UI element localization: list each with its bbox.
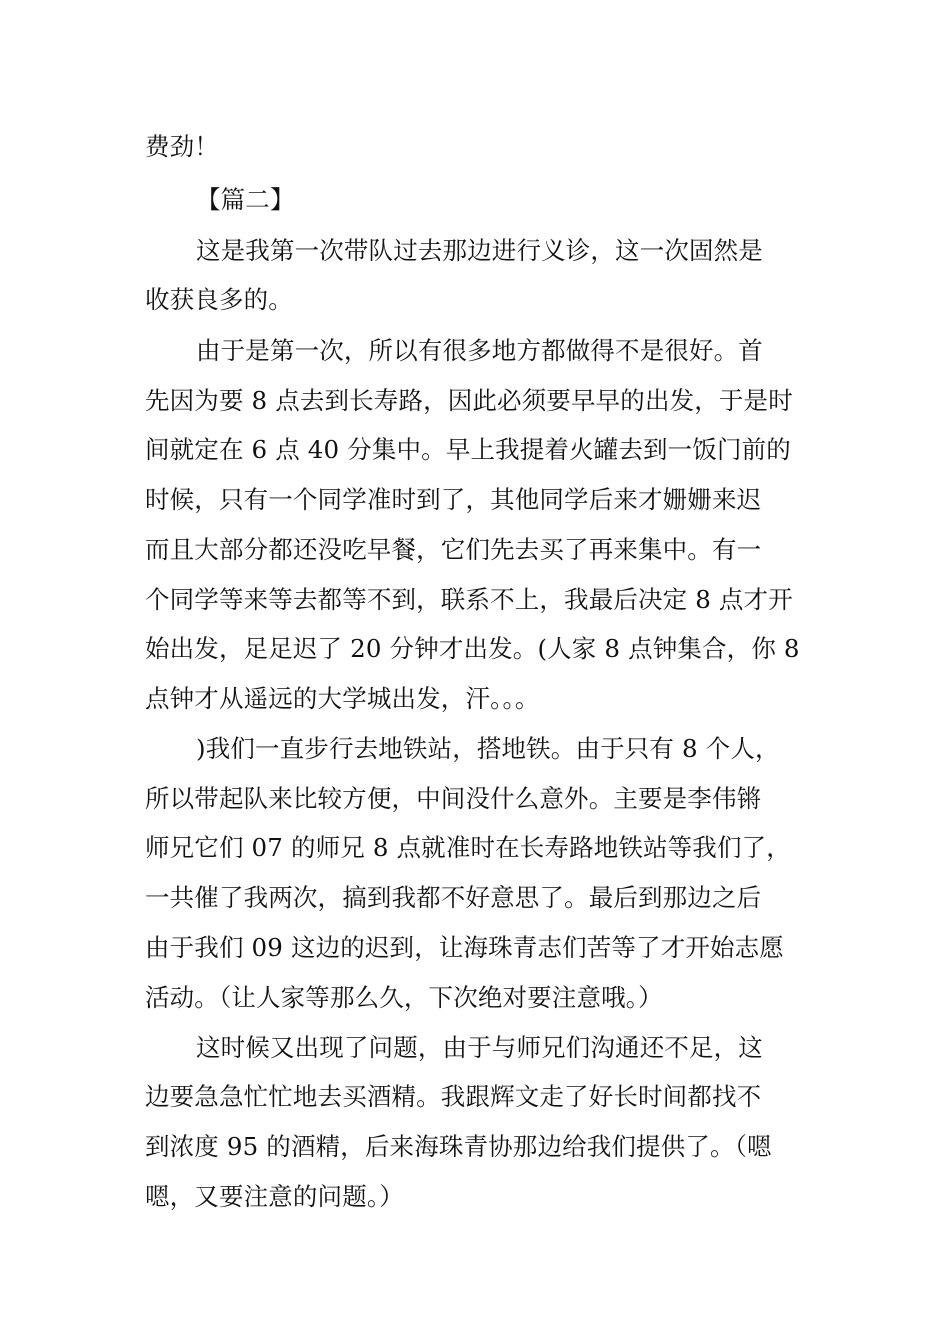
text-line: 由于我们 09 这边的迟到，让海珠青志们苦等了才开始志愿	[145, 933, 784, 962]
text-line: )我们一直步行去地铁站，搭地铁。由于只有 8 个人，	[196, 734, 780, 763]
text-line: 所以带起队来比较方便，中间没什么意外。主要是李伟锵	[145, 784, 762, 813]
text-line: 先因为要 8 点去到长寿路，因此必须要早早的出发，于是时	[145, 386, 793, 415]
text-line: 个同学等来等去都等不到，联系不上，我最后决定 8 点才开	[145, 585, 793, 614]
text-line: 这时候又出现了问题，由于与师兄们沟通还不足，这	[196, 1033, 763, 1062]
text-line: 费劲！	[145, 132, 219, 161]
text-line: 这是我第一次带队过去那边进行义诊，这一次固然是	[196, 236, 763, 265]
text-line: 师兄它们 07 的师兄 8 点就准时在长寿路地铁站等我们了，	[145, 833, 791, 862]
text-line: 由于是第一次，所以有很多地方都做得不是很好。首	[196, 336, 763, 365]
text-line: 时候，只有一个同学准时到了，其他同学后来才姗姗来迟	[145, 485, 762, 514]
text-line: 到浓度 95 的酒精，后来海珠青协那边给我们提供了。（嗯	[145, 1132, 772, 1161]
text-line: 嗯，又要注意的问题。）	[145, 1182, 404, 1211]
text-line: 点钟才从遥远的大学城出发，汗。。。	[145, 684, 540, 713]
text-line: 间就定在 6 点 40 分集中。早上我提着火罐去到一饭门前的	[145, 435, 791, 464]
text-line: 始出发，足足迟了 20 分钟才出发。(人家 8 点钟集合，你 8	[145, 634, 800, 663]
section-heading: 【篇二】	[196, 185, 295, 214]
text-line: 活动。（让人家等那么久，下次绝对要注意哦。）	[145, 983, 663, 1012]
text-line: 而且大部分都还没吃早餐，它们先去买了再来集中。有一	[145, 535, 762, 564]
text-line: 一共催了我两次，搞到我都不好意思了。最后到那边之后	[145, 883, 762, 912]
text-line: 收获良多的。	[145, 285, 293, 314]
text-line: 边要急急忙忙地去买酒精。我跟辉文走了好长时间都找不	[145, 1082, 762, 1111]
